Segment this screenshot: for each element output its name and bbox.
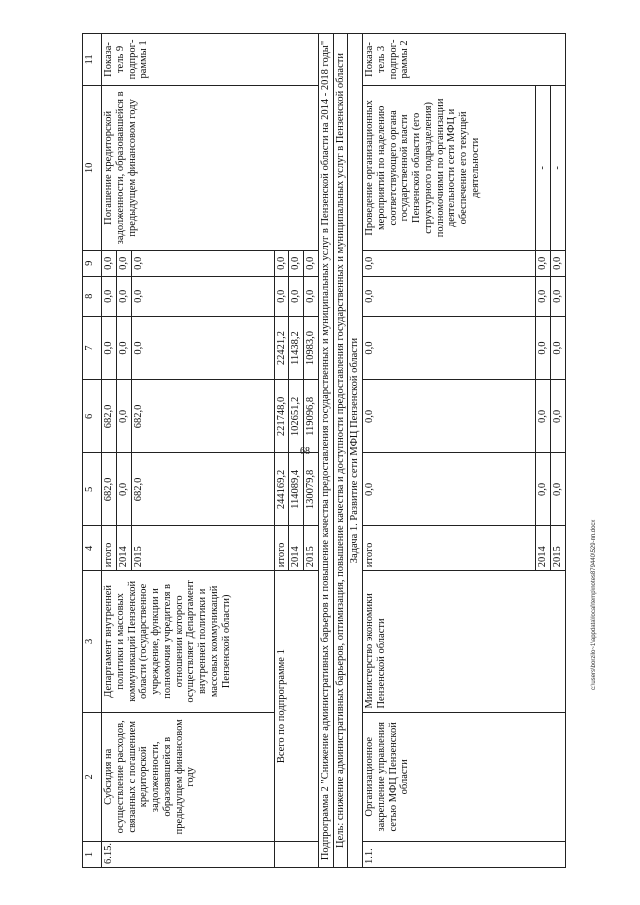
rotated-table-container — [82, 33, 637, 868]
value-cell: 0,0 — [551, 276, 566, 316]
program-activities-table — [82, 33, 566, 868]
value-cell: 0,0 — [363, 316, 536, 380]
value-cell: 0,0 — [551, 250, 566, 276]
value-cell: 0,0 — [116, 453, 131, 526]
value-cell: 0,0 — [274, 250, 289, 276]
result-dash: - — [536, 85, 551, 250]
value-cell: 0,0 — [102, 276, 117, 316]
value-cell: 130079,8 — [304, 453, 319, 526]
col-header-9: 9 — [83, 250, 102, 276]
col-header-2: 2 — [83, 712, 102, 842]
year-cell: 2015 — [131, 526, 274, 571]
value-cell: 0,0 — [363, 250, 536, 276]
expected-result: Погашение кредиторской задолженности, образовавшейся в предыдущем финансовом году — [102, 85, 319, 250]
col-header-5: 5 — [83, 453, 102, 526]
value-cell: 0,0 — [131, 250, 274, 276]
col-header-11: 11 — [83, 34, 102, 86]
value-cell: 0,0 — [102, 316, 117, 380]
value-cell: 0,0 — [289, 276, 304, 316]
task-title: Задача 1. Развитие сети МФЦ Пензенской области — [348, 34, 363, 868]
activity-name: Организационное закрепление управления сетью МФЦ Пензенской области — [363, 712, 566, 842]
value-cell: 0,0 — [116, 380, 131, 453]
value-cell: 0,0 — [274, 276, 289, 316]
table-row — [348, 34, 363, 868]
year-cell: 2014 — [536, 526, 551, 571]
value-cell: 0,0 — [536, 453, 551, 526]
col-header-10: 10 — [83, 85, 102, 250]
value-cell: 0,0 — [363, 380, 536, 453]
value-cell: 0,0 — [131, 316, 274, 380]
blank-cell — [274, 842, 318, 868]
value-cell: 682,0 — [102, 380, 117, 453]
indicator: Показа- тель 9 подпрог- раммы 1 — [102, 34, 319, 86]
value-cell: 682,0 — [131, 380, 274, 453]
col-header-4: 4 — [83, 526, 102, 571]
executor: Министерство экономики Пензенской области — [363, 571, 566, 712]
total-label: Всего по подпрограмме 1 — [274, 571, 318, 842]
year-cell: 2015 — [551, 526, 566, 571]
value-cell: 682,0 — [131, 453, 274, 526]
footer-file-path: c:\users\borzilo~1\appdata\local\temp\notes879440\529-пп.docx — [591, 519, 597, 690]
value-cell: 682,0 — [102, 453, 117, 526]
year-cell: итого — [363, 526, 536, 571]
row-number: 1.1. — [363, 842, 566, 868]
col-header-6: 6 — [83, 380, 102, 453]
value-cell: 0,0 — [131, 276, 274, 316]
value-cell: 0,0 — [536, 316, 551, 380]
table-row — [363, 34, 536, 868]
page-number: 68 — [300, 446, 310, 457]
subprogram-title: Подпрограмма 2 "Снижение административных барьеров и повышение качества предоставления государственных и муниципальных услуг в Пензенской области на 2014 - 2018 годы" — [318, 34, 333, 868]
value-cell: 0,0 — [363, 276, 536, 316]
table-row — [102, 34, 117, 868]
expected-result: Проведение организационных мероприятий по наделению соответствующего органа государственной власти Пензенской области (его структурного подразделения) полномочиями по организации деятельности сети МФЦ и обеспечение его текущей деятельности — [363, 85, 536, 250]
value-cell: 0,0 — [551, 453, 566, 526]
value-cell: 0,0 — [536, 380, 551, 453]
value-cell: 102651,2 — [289, 380, 304, 453]
value-cell: 0,0 — [551, 380, 566, 453]
value-cell: 0,0 — [116, 316, 131, 380]
value-cell: 0,0 — [304, 250, 319, 276]
result-dash: - — [551, 85, 566, 250]
col-header-7: 7 — [83, 316, 102, 380]
value-cell: 0,0 — [536, 276, 551, 316]
value-cell: 11438,2 — [289, 316, 304, 380]
value-cell: 244169,2 — [274, 453, 289, 526]
year-cell: 2014 — [116, 526, 131, 571]
value-cell: 0,0 — [116, 250, 131, 276]
value-cell: 0,0 — [304, 276, 319, 316]
col-header-1: 1 — [83, 842, 102, 868]
value-cell: 0,0 — [289, 250, 304, 276]
value-cell: 0,0 — [102, 250, 117, 276]
value-cell: 0,0 — [536, 250, 551, 276]
col-header-8: 8 — [83, 276, 102, 316]
value-cell: 0,0 — [551, 316, 566, 380]
value-cell: 0,0 — [116, 276, 131, 316]
value-cell: 114089,4 — [289, 453, 304, 526]
value-cell: 10983,0 — [304, 316, 319, 380]
value-cell: 0,0 — [363, 453, 536, 526]
table-row — [333, 34, 348, 868]
value-cell: 22421,2 — [274, 316, 289, 380]
header-row — [83, 34, 102, 868]
table-row — [318, 34, 333, 868]
col-header-3: 3 — [83, 571, 102, 712]
goal-text: Цель: снижение административных барьеров, оптимизация, повышение качества и доступности предоставления государственных и муниципальных услуг в Пензенской области — [333, 34, 348, 868]
indicator: Показа- тель 3 подпрог- раммы 2 — [363, 34, 566, 86]
value-cell: 119096,8 — [304, 380, 319, 453]
value-cell: 221748,0 — [274, 380, 289, 453]
year-cell: 2014 — [289, 526, 304, 571]
executor: Департамент внутренней политики и массовых коммуникаций Пензенской области (государственное учреждение, функции и полномочия учредителя в отношении которого осуществляет Департамент внутренней политики и массовых коммуникаций Пензенской области) — [102, 571, 275, 712]
year-cell: 2015 — [304, 526, 319, 571]
row-number: 6.15. — [102, 842, 275, 868]
year-cell: итого — [102, 526, 117, 571]
activity-name: Субсидия на осуществление расходов, связанных с погашением кредиторской задолженности, образовавшейся в предыдущем финансовом году — [102, 712, 275, 842]
year-cell: итого — [274, 526, 289, 571]
